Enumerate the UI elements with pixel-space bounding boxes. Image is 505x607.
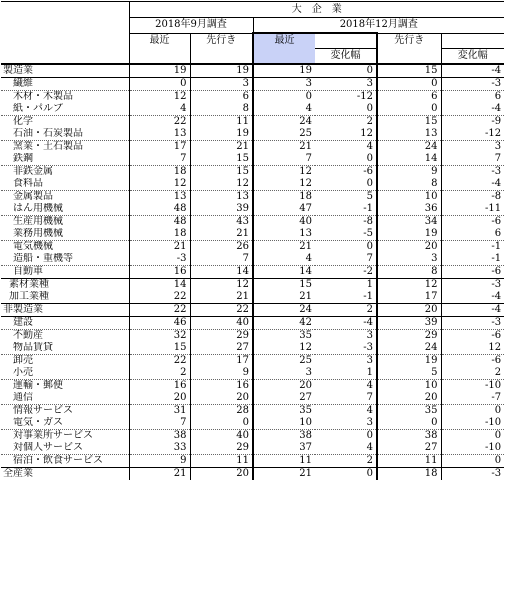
col-header-change: 変化幅	[441, 49, 504, 65]
table-row	[1, 330, 504, 343]
dec-recent-cell: 10	[253, 417, 315, 430]
sep-recent-cell: 15	[129, 342, 190, 355]
dec-recent-cell: 21	[253, 468, 315, 481]
table-row	[1, 153, 504, 166]
dec-recent-cell: 11	[253, 455, 315, 468]
table-row	[1, 116, 504, 129]
dec-recent-change-cell: 0	[315, 153, 377, 166]
table-row	[1, 228, 504, 241]
dec-outlook-change-cell: 2	[441, 367, 504, 380]
row-label: 宿泊・飲食サービス	[1, 455, 129, 468]
dec-recent-change-cell: 3	[315, 355, 377, 368]
sep-recent-cell: 22	[129, 116, 190, 129]
table-row	[1, 191, 504, 204]
dec-recent-cell: 13	[253, 228, 315, 241]
dec-outlook-change-cell: 12	[441, 342, 504, 355]
sep-recent-cell: 22	[129, 291, 190, 304]
dec-recent-change-cell: -3	[315, 342, 377, 355]
dec-outlook-change-cell: -10	[441, 442, 504, 455]
sep-outlook-cell: 12	[190, 279, 253, 292]
row-label: 木材・木製品	[13, 91, 73, 102]
row-label: 通信	[1, 392, 129, 405]
dec-recent-change-cell: 3	[315, 78, 377, 91]
table-row	[1, 442, 504, 455]
sep-outlook-cell: 9	[190, 367, 253, 380]
row-label: 金属製品	[13, 191, 53, 202]
sep-recent-cell: 46	[129, 317, 190, 330]
sep-outlook-cell: 14	[190, 266, 253, 279]
dec-recent-change-cell: -12	[315, 91, 377, 104]
dec-recent-cell: 12	[253, 342, 315, 355]
dec-outlook-change-cell: -10	[441, 380, 504, 393]
table-row	[1, 78, 504, 91]
col-header-recent-highlighted: 最近	[253, 33, 315, 49]
dec-outlook-change-cell: -4	[441, 178, 504, 191]
dec-recent-change-cell: 1	[315, 367, 377, 380]
survey-sep-header: 2018年9月調査	[129, 18, 253, 34]
dec-outlook-change-cell: -8	[441, 191, 504, 204]
dec-outlook-change-cell: -3	[441, 317, 504, 330]
sep-recent-cell: 20	[129, 392, 190, 405]
row-label: 情報サービス	[13, 405, 73, 416]
sep-outlook-cell: 3	[190, 78, 253, 91]
dec-recent-change-cell: 4	[315, 141, 377, 154]
dec-outlook-cell: 13	[377, 128, 441, 141]
dec-outlook-change-cell: -12	[441, 128, 504, 141]
sep-outlook-cell: 43	[190, 216, 253, 229]
row-label: 小売	[1, 367, 129, 380]
sep-outlook-cell: 26	[190, 241, 253, 254]
sep-recent-cell: 12	[129, 91, 190, 104]
dec-recent-change-cell: 0	[315, 241, 377, 254]
dec-recent-cell: 7	[253, 153, 315, 166]
sep-outlook-cell: 27	[190, 342, 253, 355]
table-row	[1, 417, 504, 430]
sep-outlook-cell: 16	[190, 380, 253, 393]
row-label: 鉄鋼	[1, 153, 129, 166]
sep-outlook-cell: 20	[190, 468, 253, 481]
sep-recent-cell: 22	[129, 355, 190, 368]
dec-recent-change-cell: 4	[315, 405, 377, 418]
table-row	[1, 166, 504, 179]
sep-outlook-cell: 19	[190, 128, 253, 141]
col-header-spacer	[441, 33, 504, 49]
dec-recent-change-cell: 7	[315, 392, 377, 405]
sep-recent-cell: 13	[129, 191, 190, 204]
sep-outlook-cell: 21	[190, 228, 253, 241]
table-row	[1, 367, 504, 380]
dec-recent-change-cell: 0	[315, 178, 377, 191]
table-row	[1, 266, 504, 279]
dec-recent-cell: 35	[253, 330, 315, 343]
dec-recent-cell: 4	[253, 103, 315, 116]
dec-outlook-cell: 11	[377, 455, 441, 468]
dec-outlook-cell: 20	[377, 241, 441, 254]
sep-outlook-cell: 29	[190, 442, 253, 455]
dec-outlook-cell: 12	[377, 279, 441, 292]
corner-cell	[1, 18, 129, 34]
sep-outlook-cell: 28	[190, 405, 253, 418]
table-row	[1, 342, 504, 355]
dec-outlook-change-cell: -7	[441, 392, 504, 405]
sep-recent-cell: 48	[129, 216, 190, 229]
table-row	[1, 241, 504, 254]
table-row	[1, 128, 504, 141]
row-label: 対個人サービス	[1, 442, 129, 455]
dec-recent-cell: 37	[253, 442, 315, 455]
row-label: 建設	[1, 317, 129, 330]
col-header-change: 変化幅	[315, 49, 377, 65]
dec-recent-cell: 25	[253, 355, 315, 368]
sep-recent-cell: 38	[129, 430, 190, 443]
table-row	[1, 455, 504, 468]
dec-recent-cell: 24	[253, 116, 315, 129]
dec-recent-cell: 21	[253, 291, 315, 304]
dec-outlook-cell: 34	[377, 216, 441, 229]
sep-recent-cell: 7	[129, 153, 190, 166]
row-label: はん用機械	[1, 203, 129, 216]
dec-outlook-change-cell: -6	[441, 355, 504, 368]
row-label: 生産用機械	[13, 216, 63, 227]
table-row	[1, 304, 504, 317]
col-header-blank	[190, 49, 253, 65]
corner-cell	[1, 2, 129, 18]
row-label: 加工業種	[1, 291, 129, 304]
table-row	[1, 141, 504, 154]
dec-outlook-cell: 6	[377, 91, 441, 104]
dec-recent-cell: 47	[253, 203, 315, 216]
dec-recent-cell: 18	[253, 191, 315, 204]
sep-outlook-cell: 22	[190, 304, 253, 317]
row-label: 運輸・郵便	[13, 380, 63, 391]
row-label: 物品賃貸	[1, 342, 129, 355]
row-label: 卸売	[13, 355, 33, 366]
dec-outlook-change-cell: 0	[441, 455, 504, 468]
table-row	[1, 468, 504, 481]
row-label: 紙・パルプ	[1, 103, 129, 116]
sep-recent-cell: 21	[129, 241, 190, 254]
dec-outlook-cell: 19	[377, 355, 441, 368]
row-label: 食料品	[1, 178, 129, 191]
corner-cell	[1, 33, 129, 49]
dec-outlook-cell: 19	[377, 228, 441, 241]
col-header-change-spacer	[315, 33, 377, 49]
row-label: 電気機械	[13, 241, 53, 252]
sep-outlook-cell: 39	[190, 203, 253, 216]
table-row	[1, 91, 504, 104]
row-label: 非鉄金属	[13, 166, 53, 177]
table-row	[1, 317, 504, 330]
table-row	[1, 253, 504, 266]
dec-outlook-cell: 15	[377, 116, 441, 129]
row-label: 全産業	[1, 468, 129, 481]
row-label: 業務用機械	[1, 228, 129, 241]
sep-recent-cell: 33	[129, 442, 190, 455]
sep-outlook-cell: 21	[190, 291, 253, 304]
sep-recent-cell: 18	[129, 228, 190, 241]
dec-outlook-change-cell: -4	[441, 64, 504, 78]
dec-recent-change-cell: 2	[315, 304, 377, 317]
dec-outlook-change-cell: -11	[441, 203, 504, 216]
dec-recent-cell: 3	[253, 78, 315, 91]
sep-outlook-cell: 15	[190, 166, 253, 179]
dec-recent-cell: 27	[253, 392, 315, 405]
dec-outlook-cell: 39	[377, 317, 441, 330]
table-row	[1, 430, 504, 443]
sep-outlook-cell: 13	[190, 191, 253, 204]
dec-recent-change-cell: 3	[315, 330, 377, 343]
row-label: 非製造業	[1, 304, 129, 317]
dec-recent-cell: 21	[253, 141, 315, 154]
row-label: 窯業・土石製品	[13, 141, 83, 152]
col-header-recent: 最近	[129, 33, 190, 49]
table-row	[1, 178, 504, 191]
sep-outlook-cell: 19	[190, 64, 253, 78]
dec-recent-change-cell: -1	[315, 291, 377, 304]
sep-recent-cell: 2	[129, 367, 190, 380]
dec-outlook-cell: 29	[377, 330, 441, 343]
dec-recent-cell: 0	[253, 91, 315, 104]
dec-outlook-change-cell: -1	[441, 253, 504, 266]
table-row	[1, 203, 504, 216]
dec-recent-change-cell: 4	[315, 380, 377, 393]
col-header-blank	[129, 49, 190, 65]
dec-outlook-change-cell: -3	[441, 468, 504, 481]
dec-outlook-cell: 8	[377, 266, 441, 279]
dec-recent-cell: 38	[253, 430, 315, 443]
sep-outlook-cell: 0	[190, 417, 253, 430]
dec-outlook-change-cell: 0	[441, 405, 504, 418]
dec-outlook-change-cell: -10	[441, 417, 504, 430]
col-header-blank	[253, 49, 315, 65]
dec-recent-cell: 24	[253, 304, 315, 317]
sep-outlook-cell: 29	[190, 330, 253, 343]
dec-recent-change-cell: -4	[315, 317, 377, 330]
dec-outlook-cell: 10	[377, 191, 441, 204]
dec-recent-cell: 15	[253, 279, 315, 292]
sep-recent-cell: 32	[129, 330, 190, 343]
dec-recent-change-cell: 0	[315, 468, 377, 481]
dec-recent-cell: 21	[253, 241, 315, 254]
sep-recent-cell: 19	[129, 64, 190, 78]
survey-dec-header: 2018年12月調査	[253, 18, 504, 34]
dec-outlook-cell: 17	[377, 291, 441, 304]
dec-recent-cell: 3	[253, 367, 315, 380]
row-label: 自動車	[1, 266, 129, 279]
row-label: 造船・重機等	[1, 253, 129, 266]
sep-recent-cell: -3	[129, 253, 190, 266]
sep-outlook-cell: 17	[190, 355, 253, 368]
row-label: 化学	[13, 116, 33, 127]
table-row	[1, 291, 504, 304]
sep-outlook-cell: 20	[190, 392, 253, 405]
dec-outlook-change-cell: -4	[441, 304, 504, 317]
sep-outlook-cell: 40	[190, 430, 253, 443]
dec-outlook-change-cell: 3	[441, 141, 504, 154]
dec-outlook-change-cell: -1	[441, 241, 504, 254]
dec-outlook-cell: 36	[377, 203, 441, 216]
sep-recent-cell: 16	[129, 266, 190, 279]
sep-outlook-cell: 12	[190, 178, 253, 191]
sep-recent-cell: 48	[129, 203, 190, 216]
dec-recent-change-cell: -5	[315, 228, 377, 241]
dec-outlook-change-cell: -4	[441, 103, 504, 116]
row-label: 製造業	[1, 64, 129, 78]
dec-recent-change-cell: 0	[315, 103, 377, 116]
row-label: 石油・石炭製品	[1, 128, 129, 141]
table-row	[1, 103, 504, 116]
dec-outlook-cell: 20	[377, 304, 441, 317]
dec-outlook-cell: 10	[377, 380, 441, 393]
dec-outlook-change-cell: -3	[441, 166, 504, 179]
dec-outlook-change-cell: -6	[441, 216, 504, 229]
dec-recent-cell: 12	[253, 166, 315, 179]
row-label: 繊維	[1, 78, 129, 91]
table-row	[1, 380, 504, 393]
group-header: 大 企 業	[129, 2, 504, 18]
dec-outlook-change-cell: -9	[441, 116, 504, 129]
row-label: 素材業種	[9, 279, 49, 290]
dec-recent-cell: 25	[253, 128, 315, 141]
dec-outlook-cell: 27	[377, 442, 441, 455]
sep-recent-cell: 21	[129, 468, 190, 481]
dec-recent-cell: 12	[253, 178, 315, 191]
dec-recent-change-cell: 12	[315, 128, 377, 141]
dec-outlook-change-cell: -3	[441, 279, 504, 292]
dec-recent-change-cell: 0	[315, 430, 377, 443]
dec-recent-cell: 35	[253, 405, 315, 418]
dec-outlook-cell: 24	[377, 141, 441, 154]
sep-outlook-cell: 11	[190, 455, 253, 468]
sep-outlook-cell: 6	[190, 91, 253, 104]
table-row	[1, 392, 504, 405]
dec-recent-change-cell: -2	[315, 266, 377, 279]
dec-outlook-cell: 9	[377, 166, 441, 179]
table-row	[1, 279, 504, 292]
dec-outlook-change-cell: 6	[441, 91, 504, 104]
dec-recent-change-cell: 1	[315, 279, 377, 292]
table-row	[1, 355, 504, 368]
dI-table	[1, 1, 504, 480]
dec-recent-change-cell: 2	[315, 116, 377, 129]
sep-outlook-cell: 15	[190, 153, 253, 166]
dec-outlook-cell: 18	[377, 468, 441, 481]
dec-recent-cell: 19	[253, 64, 315, 78]
row-label: 対事業所サービス	[13, 430, 93, 441]
dec-recent-cell: 20	[253, 380, 315, 393]
dec-recent-change-cell: 7	[315, 253, 377, 266]
dec-outlook-cell: 24	[377, 342, 441, 355]
dec-outlook-cell: 38	[377, 430, 441, 443]
sep-recent-cell: 9	[129, 455, 190, 468]
row-label: 不動産	[13, 330, 43, 341]
sep-outlook-cell: 11	[190, 116, 253, 129]
sep-outlook-cell: 21	[190, 141, 253, 154]
sep-recent-cell: 16	[129, 380, 190, 393]
table-row	[1, 216, 504, 229]
col-header-outlook: 先行き	[377, 33, 441, 49]
dec-recent-change-cell: -8	[315, 216, 377, 229]
sep-recent-cell: 4	[129, 103, 190, 116]
dec-recent-change-cell: 2	[315, 455, 377, 468]
dec-recent-change-cell: -6	[315, 166, 377, 179]
sep-recent-cell: 7	[129, 417, 190, 430]
sep-recent-cell: 12	[129, 178, 190, 191]
dec-outlook-change-cell: -4	[441, 291, 504, 304]
dec-recent-cell: 14	[253, 266, 315, 279]
dec-outlook-cell: 35	[377, 405, 441, 418]
dec-recent-cell: 4	[253, 253, 315, 266]
table-row	[1, 64, 504, 78]
sep-recent-cell: 13	[129, 128, 190, 141]
dec-outlook-change-cell: -3	[441, 78, 504, 91]
sep-outlook-cell: 7	[190, 253, 253, 266]
sep-recent-cell: 0	[129, 78, 190, 91]
dec-outlook-change-cell: 6	[441, 228, 504, 241]
row-label: 電気・ガス	[1, 417, 129, 430]
dec-outlook-cell: 8	[377, 178, 441, 191]
table-row	[1, 405, 504, 418]
dec-outlook-cell: 20	[377, 392, 441, 405]
dec-recent-change-cell: 4	[315, 442, 377, 455]
dec-outlook-cell: 14	[377, 153, 441, 166]
sep-outlook-cell: 40	[190, 317, 253, 330]
dec-recent-cell: 42	[253, 317, 315, 330]
sep-recent-cell: 14	[129, 279, 190, 292]
col-header-outlook: 先行き	[190, 33, 253, 49]
dec-outlook-cell: 0	[377, 103, 441, 116]
dec-outlook-change-cell: -6	[441, 330, 504, 343]
dec-recent-change-cell: 5	[315, 191, 377, 204]
dec-outlook-change-cell: -6	[441, 266, 504, 279]
dec-outlook-cell: 0	[377, 417, 441, 430]
dec-outlook-change-cell: 0	[441, 430, 504, 443]
dec-outlook-cell: 5	[377, 367, 441, 380]
sep-recent-cell: 17	[129, 141, 190, 154]
sep-recent-cell: 31	[129, 405, 190, 418]
dec-recent-change-cell: 0	[315, 64, 377, 78]
corner-cell	[1, 49, 129, 65]
sep-recent-cell: 22	[129, 304, 190, 317]
sep-outlook-cell: 8	[190, 103, 253, 116]
dec-outlook-change-cell: 7	[441, 153, 504, 166]
dec-recent-cell: 40	[253, 216, 315, 229]
dec-outlook-cell: 15	[377, 64, 441, 78]
dec-recent-change-cell: -1	[315, 203, 377, 216]
dec-outlook-cell: 0	[377, 78, 441, 91]
dec-recent-change-cell: 3	[315, 417, 377, 430]
sep-recent-cell: 18	[129, 166, 190, 179]
table-body	[1, 64, 504, 480]
col-header-blank	[377, 49, 441, 65]
dec-outlook-cell: 3	[377, 253, 441, 266]
